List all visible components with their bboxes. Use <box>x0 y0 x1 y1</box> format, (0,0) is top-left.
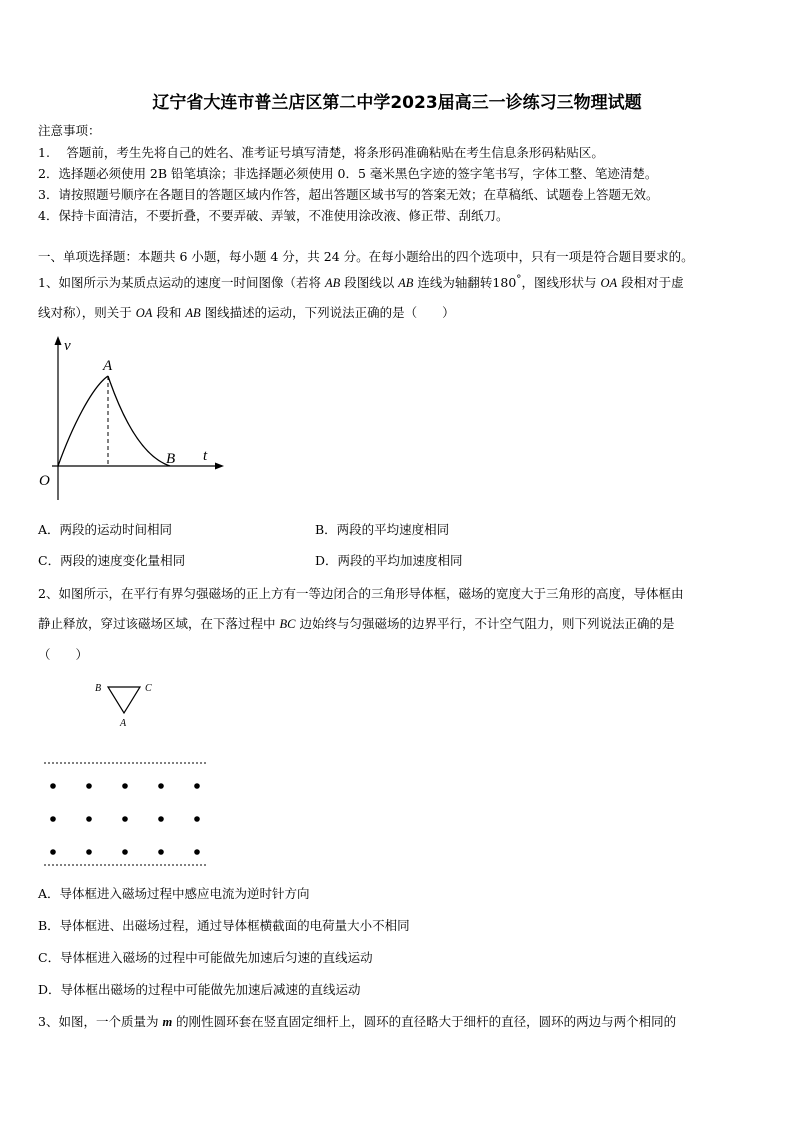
graph-label-a: A <box>103 358 113 374</box>
q1-stem-line-2: 线对称），则关于 OA 段和 AB 图线描述的运动，下列说法正确的是（ ） <box>38 305 455 320</box>
notice-item-2: 2．选择题必须使用 2B 铅笔填涂；非选择题必须使用 0．5 毫米黑色字迹的签字笔书写，字体工整、笔迹清楚。 <box>38 166 658 181</box>
q2-stem-line-2: 静止释放，穿过该磁场区域，在下落过程中 BC 边始终与匀强磁场的边界平行，不计空气阻力，则下列说法正确的是 <box>38 616 675 631</box>
notice-item-1: 1. 答题前，考生先将自己的姓名、准考证号填写清楚，将条形码准确粘贴在考生信息条形码粘贴区。 <box>38 145 604 160</box>
q2-magnetic-field-figure <box>40 758 215 870</box>
q2-option-b[interactable]: B．导体框进、出磁场过程，通过导体框横截面的电荷量大小不相同 <box>38 918 410 933</box>
q1-stem-line-1: 1、如图所示为某质点运动的速度一时间图像（若将 AB 段图线以 AB 连线为轴翻转180°，图线形状与 OA 段相对于虚 <box>38 273 684 291</box>
graph-label-t: t <box>203 448 208 464</box>
q2-option-c[interactable]: C．导体框进入磁场的过程中可能做先加速后匀速的直线运动 <box>38 950 373 965</box>
q2-option-d[interactable]: D．导体框出磁场的过程中可能做先加速后减速的直线运动 <box>38 982 361 997</box>
graph-label-b: B <box>166 451 176 467</box>
notice-item-3: 3．请按照题号顺序在各题目的答题区域内作答，超出答题区域书写的答案无效；在草稿纸、试题卷上答题无效。 <box>38 187 659 202</box>
triangle-label-b: B <box>95 683 102 694</box>
q1-option-b[interactable]: B．两段的平均速度相同 <box>315 522 450 537</box>
q2-option-a[interactable]: A．导体框进入磁场过程中感应电流为逆时针方向 <box>38 886 310 901</box>
section-1-heading: 一、单项选择题：本题共 6 小题，每小题 4 分，共 24 分。在每小题给出的四个选项中，只有一项是符合题目要求的。 <box>38 249 694 264</box>
q1-vt-graph <box>30 332 230 507</box>
q1-option-c[interactable]: C．两段的速度变化量相同 <box>38 553 186 568</box>
graph-label-o: O <box>39 473 50 489</box>
q1-option-a[interactable]: A．两段的运动时间相同 <box>38 522 173 537</box>
triangle-label-c: C <box>145 683 152 694</box>
q1-option-d[interactable]: D．两段的平均加速度相同 <box>315 553 463 568</box>
triangle-label-a: A <box>120 718 127 729</box>
notice-item-4: 4．保持卡面清洁，不要折叠，不要弄破、弄皱，不准使用涂改液、修正带、刮纸刀。 <box>38 208 509 223</box>
q2-stem-line-1: 2、如图所示，在平行有界匀强磁场的正上方有一等边闭合的三角形导体框，磁场的宽度大于三角形的高度，导体框由 <box>38 586 684 601</box>
q2-stem-line-3: （ ） <box>38 647 89 662</box>
q3-stem-line-1: 3、如图，一个质量为 m 的刚性圆环套在竖直固定细杆上，圆环的直径略大于细杆的直径，圆环的两边与两个相同的 <box>38 1014 677 1029</box>
q2-triangle-figure <box>90 675 170 730</box>
graph-label-v: v <box>64 338 71 354</box>
notice-heading: 注意事项： <box>38 123 101 138</box>
page-title: 辽宁省大连市普兰店区第二中学2023届高三一诊练习三物理试题 <box>152 93 642 113</box>
